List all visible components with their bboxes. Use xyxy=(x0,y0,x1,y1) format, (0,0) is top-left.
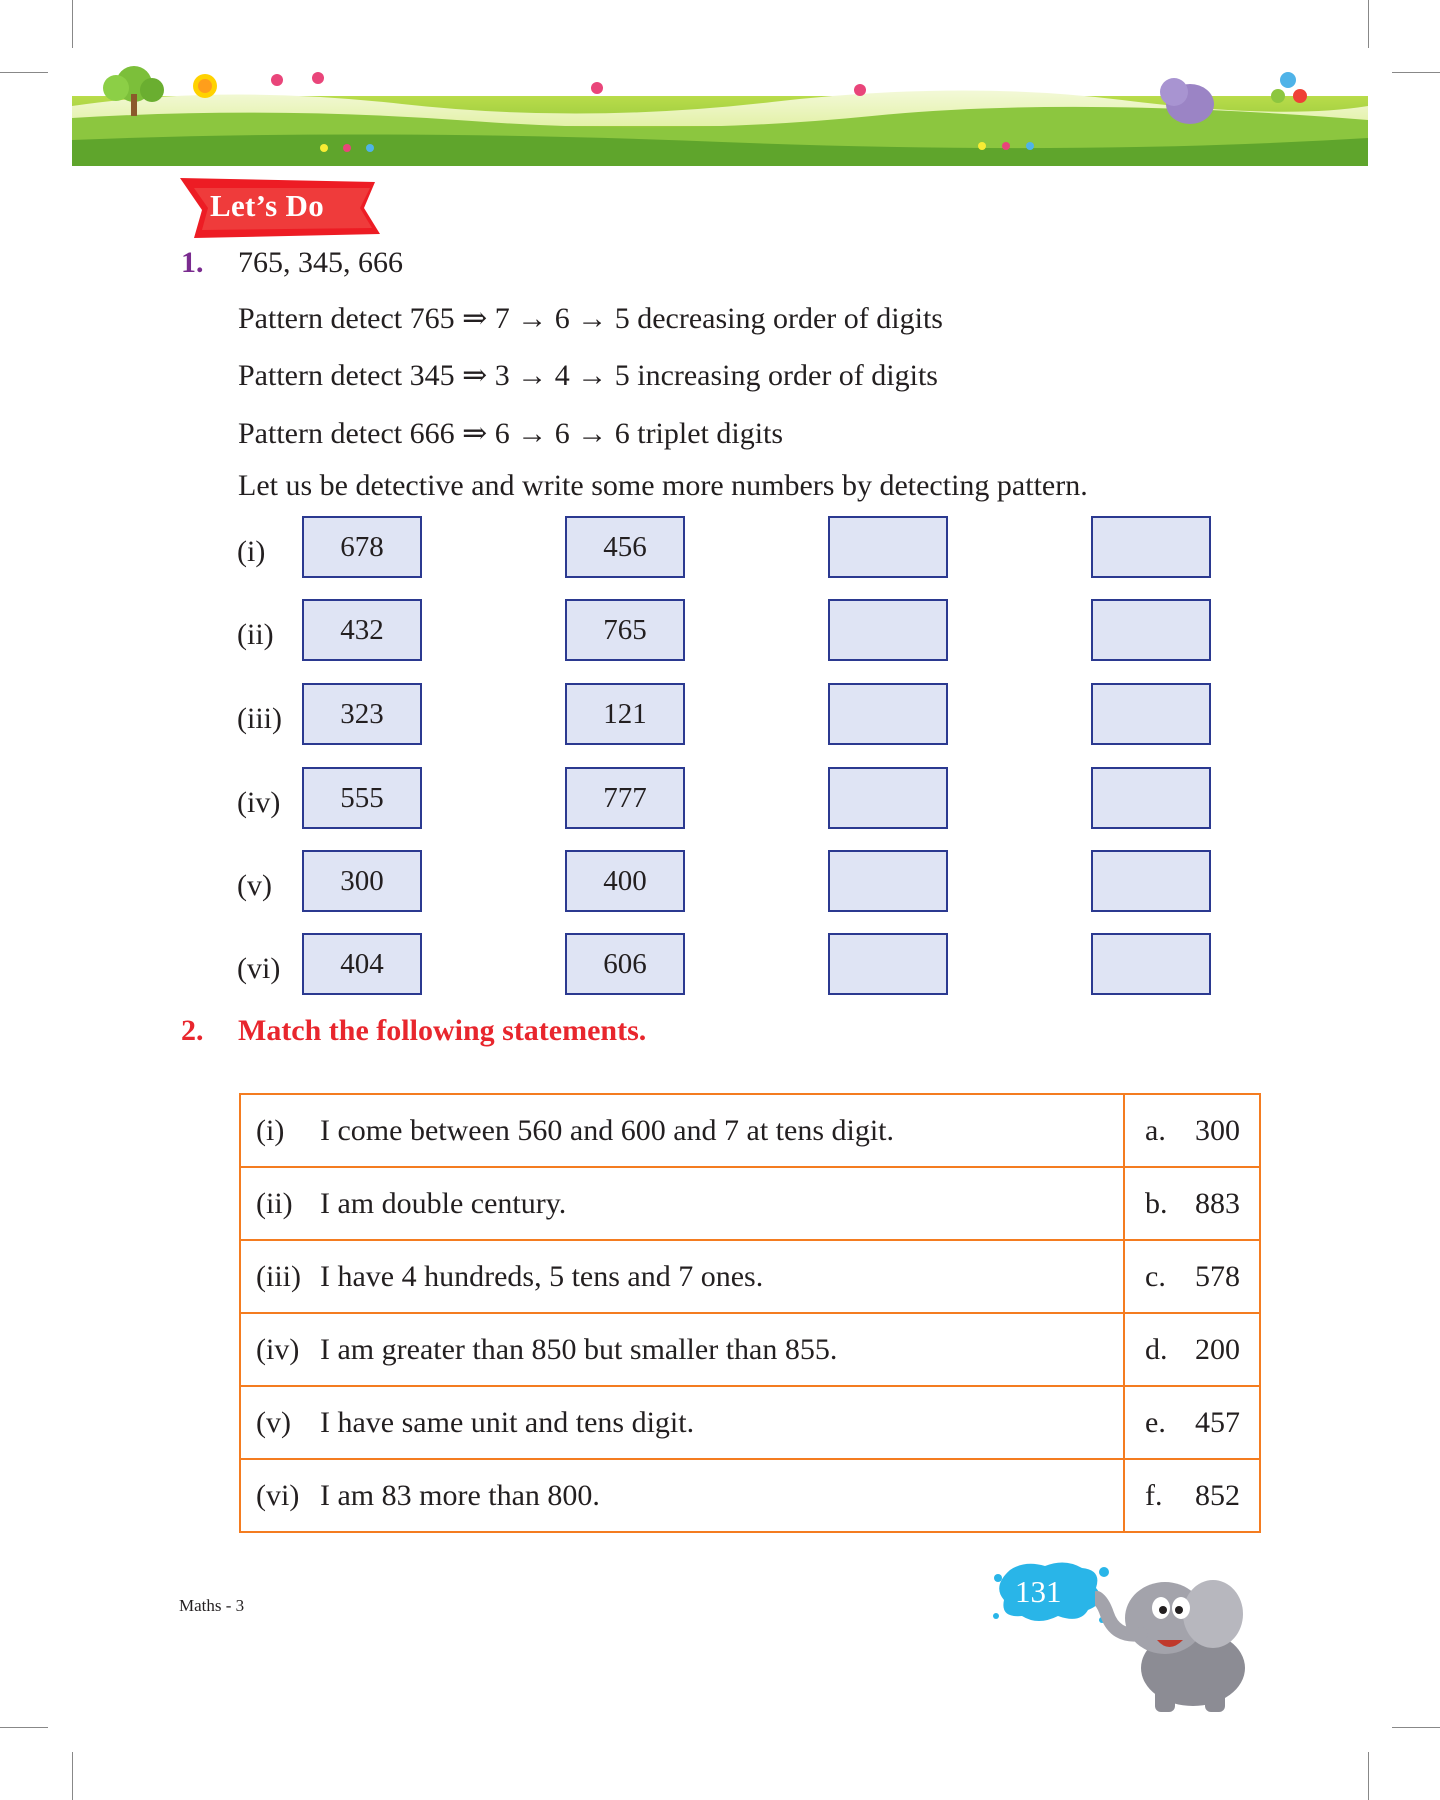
pattern-line-2: Pattern detect 345 ⇒ 3 → 4 → 5 increasing order of digits xyxy=(238,359,938,392)
answer-box[interactable] xyxy=(828,599,948,661)
answer-cell xyxy=(1124,1459,1260,1532)
answer-box[interactable] xyxy=(828,767,948,829)
answer-cell xyxy=(1124,1313,1260,1386)
statement-text: I have 4 hundreds, 5 tens and 7 ones. xyxy=(320,1259,764,1293)
row-label: (vi) xyxy=(237,952,281,985)
crop-mark xyxy=(0,72,48,73)
pattern-line-1: Pattern detect 765 ⇒ 7 → 6 → 5 decreasing order of digits xyxy=(238,302,943,335)
question-1-instruction: Let us be detective and write some more numbers by detecting pattern. xyxy=(238,469,1088,502)
statement-number: (iv) xyxy=(256,1332,300,1366)
number-box: 456 xyxy=(565,516,685,578)
question-1-numbers: 765, 345, 666 xyxy=(238,246,403,279)
statement-cell xyxy=(240,1240,1124,1313)
number-box: 121 xyxy=(565,683,685,745)
statement-number: (vi) xyxy=(256,1478,300,1512)
number-box: 300 xyxy=(302,850,422,912)
number-box: 765 xyxy=(565,599,685,661)
answer-box[interactable] xyxy=(1091,599,1211,661)
table-row xyxy=(240,1459,1260,1532)
number-box: 777 xyxy=(565,767,685,829)
footer-subject: Maths - 3 xyxy=(179,1596,245,1615)
statement-text: I am greater than 850 but smaller than 855. xyxy=(320,1332,838,1366)
statement-cell xyxy=(240,1386,1124,1459)
row-label: (iv) xyxy=(237,786,281,819)
landscape-banner-illustration xyxy=(72,66,1368,166)
answer-cell xyxy=(1124,1386,1260,1459)
answer-cell xyxy=(1124,1240,1260,1313)
row-label: (iii) xyxy=(237,702,282,735)
answer-letter: a. xyxy=(1145,1113,1166,1147)
crop-mark xyxy=(1392,1727,1440,1728)
elephant-icon xyxy=(1095,1568,1265,1718)
answer-value: 578 xyxy=(1195,1259,1240,1293)
answer-value: 883 xyxy=(1195,1186,1240,1220)
statement-cell xyxy=(240,1459,1124,1532)
number-box: 555 xyxy=(302,767,422,829)
answer-value: 852 xyxy=(1195,1478,1240,1512)
pattern-line-3: Pattern detect 666 ⇒ 6 → 6 → 6 triplet digits xyxy=(238,417,784,450)
answer-box[interactable] xyxy=(1091,933,1211,995)
table-row xyxy=(240,1313,1260,1386)
number-box: 404 xyxy=(302,933,422,995)
page-number: 131 xyxy=(1015,1574,1062,1609)
table-row xyxy=(240,1167,1260,1240)
answer-letter: d. xyxy=(1145,1332,1168,1366)
answer-box[interactable] xyxy=(1091,683,1211,745)
statement-number: (i) xyxy=(256,1113,285,1147)
answer-box[interactable] xyxy=(828,516,948,578)
answer-letter: b. xyxy=(1145,1186,1168,1220)
row-label: (v) xyxy=(237,869,272,902)
answer-box[interactable] xyxy=(1091,767,1211,829)
table-row xyxy=(240,1386,1260,1459)
row-label: (i) xyxy=(237,535,266,568)
statement-number: (ii) xyxy=(256,1186,293,1220)
statement-cell xyxy=(240,1094,1124,1167)
question-1-number: 1. xyxy=(181,246,204,279)
statement-text: I come between 560 and 600 and 7 at tens digit. xyxy=(320,1113,895,1147)
statement-text: I have same unit and tens digit. xyxy=(320,1405,695,1439)
crop-mark xyxy=(1392,72,1440,73)
answer-value: 300 xyxy=(1195,1113,1240,1147)
answer-letter: c. xyxy=(1145,1259,1166,1293)
question-2-title: Match the following statements. xyxy=(238,1014,647,1047)
answer-box[interactable] xyxy=(828,933,948,995)
crop-mark xyxy=(72,1752,73,1800)
match-table xyxy=(239,1093,1261,1533)
statement-text: I am double century. xyxy=(320,1186,567,1220)
statement-number: (v) xyxy=(256,1405,291,1439)
answer-letter: f. xyxy=(1145,1478,1163,1512)
number-box: 432 xyxy=(302,599,422,661)
table-row xyxy=(240,1094,1260,1167)
crop-mark xyxy=(0,1727,48,1728)
answer-box[interactable] xyxy=(828,850,948,912)
answer-value: 200 xyxy=(1195,1332,1240,1366)
table-row xyxy=(240,1240,1260,1313)
row-label: (ii) xyxy=(237,618,274,651)
answer-box[interactable] xyxy=(828,683,948,745)
answer-value: 457 xyxy=(1195,1405,1240,1439)
number-box: 606 xyxy=(565,933,685,995)
statement-cell xyxy=(240,1167,1124,1240)
statement-text: I am 83 more than 800. xyxy=(320,1478,600,1512)
number-box: 323 xyxy=(302,683,422,745)
crop-mark xyxy=(1368,0,1369,48)
number-box: 400 xyxy=(565,850,685,912)
answer-cell xyxy=(1124,1167,1260,1240)
question-2-number: 2. xyxy=(181,1014,204,1047)
statement-number: (iii) xyxy=(256,1259,301,1293)
answer-cell xyxy=(1124,1094,1260,1167)
answer-box[interactable] xyxy=(1091,850,1211,912)
answer-letter: e. xyxy=(1145,1405,1166,1439)
lets-do-heading: Let’s Do xyxy=(210,188,325,223)
crop-mark xyxy=(1368,1752,1369,1800)
answer-box[interactable] xyxy=(1091,516,1211,578)
crop-mark xyxy=(72,0,73,48)
number-box: 678 xyxy=(302,516,422,578)
statement-cell xyxy=(240,1313,1124,1386)
